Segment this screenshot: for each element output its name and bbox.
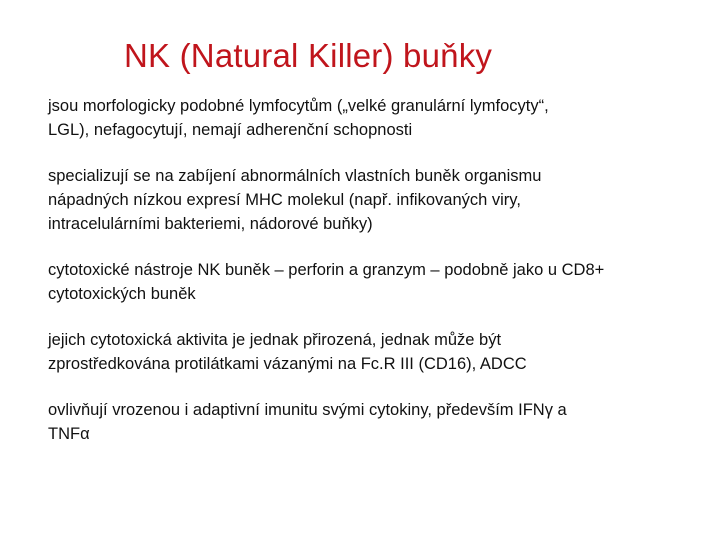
paragraph-cytokines xyxy=(48,398,698,446)
text-line: zprostředkována protilátkami vázanými na Fc.R III (CD16), ADCC xyxy=(48,355,527,373)
text-line: jejich cytotoxická aktivita je jednak přirozená, jednak může být xyxy=(48,331,502,349)
paragraph-morphology xyxy=(48,94,698,142)
text-line: cytotoxické nástroje NK buněk – perforin a granzym – podobně jako u CD8+ xyxy=(48,261,605,279)
paragraph-cytotoxic-activity xyxy=(48,328,698,376)
text-line: LGL), nefagocytují, nemají adherenční schopnosti xyxy=(48,121,413,139)
paragraph-cytotoxic-tools xyxy=(48,258,698,306)
text-line: TNFα xyxy=(48,425,90,443)
text-line: specializují se na zabíjení abnormálních vlastních buněk organismu xyxy=(48,167,542,185)
text-line: jsou morfologicky podobné lymfocytům („velké granulární lymfocyty“, xyxy=(48,97,549,115)
paragraph-specialization xyxy=(48,164,698,236)
slide-body xyxy=(48,94,698,468)
text-line: nápadných nízkou expresí MHC molekul (např. infikovaných viry, xyxy=(48,191,521,209)
slide-title: NK (Natural Killer) buňky xyxy=(124,37,493,74)
text-line: ovlivňují vrozenou i adaptivní imunitu svými cytokiny, především IFNγ a xyxy=(48,401,567,419)
text-line: cytotoxických buněk xyxy=(48,285,196,303)
text-line: intracelulárními bakteriemi, nádorové buňky) xyxy=(48,215,373,233)
